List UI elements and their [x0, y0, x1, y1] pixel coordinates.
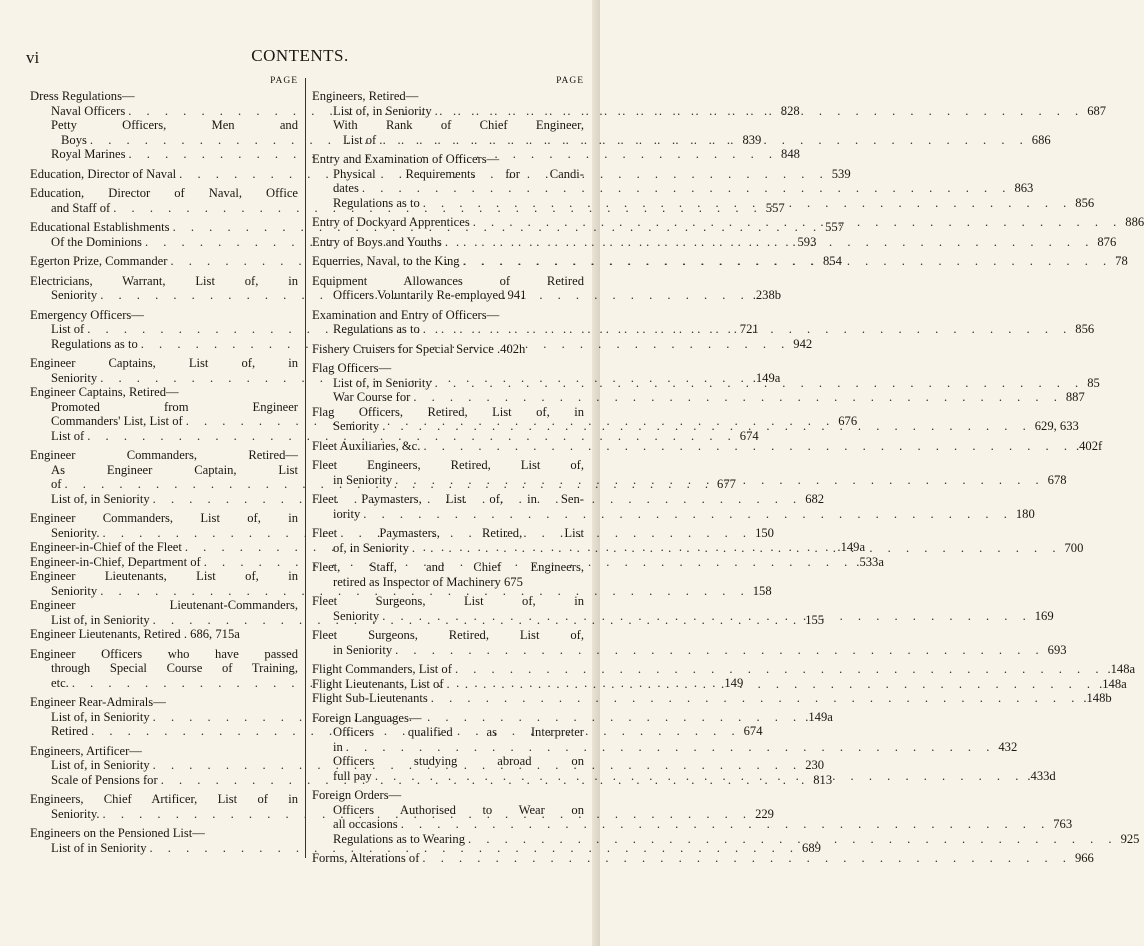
entry-text: Entry and Examination of Officers—	[312, 152, 500, 166]
index-line	[312, 662, 1136, 677]
page-ref: 813	[813, 772, 833, 787]
index-line	[312, 118, 584, 133]
index-line	[312, 458, 584, 473]
entry-text: Engineer Captains, Retired—	[30, 385, 179, 399]
entry-text: Fleet Paymasters, List of, in Sen-	[312, 492, 584, 506]
page-ref: 854	[823, 254, 842, 268]
index-line	[312, 181, 1034, 196]
index-line	[312, 803, 584, 818]
index-line	[30, 826, 298, 841]
entry-text: Scale of Pensions for	[51, 772, 158, 787]
page-ref: 158	[752, 583, 772, 598]
dot-leader	[413, 390, 1063, 405]
entry-text: Fleet Surgeons, Retired, List of,	[312, 628, 584, 642]
entry-text: Regulations as to	[51, 336, 138, 351]
entry-text: Examination and Entry of Officers—	[312, 307, 500, 322]
page-ref: 689	[802, 840, 821, 855]
entry-text: List of, in Seniority	[51, 612, 150, 627]
index-line	[30, 89, 298, 104]
page-ref: .238b	[752, 288, 782, 302]
index-line	[30, 583, 772, 599]
entry-text: Commanders' List, List of	[51, 414, 183, 428]
entry-text: List of, in Seniority	[333, 375, 432, 390]
page-ref: .148b	[1083, 691, 1112, 705]
index-line	[30, 448, 298, 463]
index-line	[312, 308, 584, 323]
dot-leader	[401, 817, 1051, 832]
entry-text: List of	[343, 132, 377, 147]
index-entry	[312, 274, 584, 303]
index-line	[312, 152, 584, 167]
index-line	[30, 463, 298, 478]
entry-text: all occasions	[333, 817, 398, 831]
index-line	[312, 628, 584, 643]
page-ref: .149a	[837, 540, 866, 554]
page-ref: 676	[838, 414, 858, 428]
index-line	[30, 274, 298, 289]
entry-text: Fleet Surgeons, List of, in	[312, 594, 584, 608]
entry-text: Equerries, Naval, to the King	[312, 254, 460, 268]
index-line	[312, 438, 1103, 454]
dot-leader	[395, 473, 1045, 488]
page-ref: 721	[739, 322, 759, 336]
page-ref: .148a	[1107, 662, 1136, 676]
index-line	[312, 506, 1035, 522]
page-ref: .149a	[805, 709, 833, 724]
index-line	[30, 511, 298, 526]
entry-text: War Course for	[333, 390, 411, 404]
entry-text: Engineers, Artificer—	[30, 743, 142, 758]
page-ref: 85	[1087, 375, 1100, 390]
entry-text: Retired	[51, 724, 89, 738]
index-line	[312, 575, 584, 590]
entry-text: List of	[51, 322, 85, 336]
dot-leader	[363, 507, 1013, 522]
dot-leader	[445, 235, 1095, 250]
dot-leader	[412, 541, 1062, 556]
entry-text: Flight Commanders, List of	[312, 662, 452, 676]
entry-text: Engineer Lieutenants, Retired . 686, 715a	[30, 627, 240, 641]
entry-text: Foreign Languages—	[312, 710, 422, 725]
dot-leader	[423, 196, 1073, 211]
index-line	[312, 754, 584, 769]
dot-leader	[435, 104, 1085, 119]
entry-text: List of, in Seniority	[51, 491, 150, 506]
index-line	[312, 739, 1018, 755]
index-entry	[312, 438, 1103, 454]
entry-text: Seniority	[51, 288, 98, 302]
entry-text: Engineer-in-Chief, Department of	[30, 554, 201, 569]
dot-leader	[422, 851, 1072, 866]
index-line	[312, 788, 584, 803]
entry-text: Engineer Lieutenants, List of, in	[30, 569, 298, 583]
entry-text: Naval Officers	[51, 103, 126, 118]
index-line	[30, 627, 298, 642]
entry-text: and Staff of	[51, 200, 111, 215]
page-ref: 848	[781, 147, 800, 161]
entry-text: of	[51, 477, 62, 491]
entry-text: Engineer Lieutenant-Commanders,	[30, 598, 298, 612]
dot-leader	[447, 677, 1097, 692]
entry-text: List of, in Seniority	[333, 103, 432, 118]
dot-leader	[395, 643, 1045, 658]
entry-text: Officers Authorised to Wear on	[333, 802, 584, 817]
index-line	[312, 342, 584, 357]
index-line	[30, 647, 298, 662]
entry-text: Engineers, Chief Artificer, List of in	[30, 792, 298, 806]
index-line	[312, 288, 584, 303]
dot-leader	[463, 254, 1113, 269]
entry-text: Officers Voluntarily Re-employed 941	[333, 288, 527, 302]
entry-text: Promoted from Engineer	[51, 399, 298, 414]
index-line	[312, 594, 584, 609]
index-line	[312, 167, 584, 182]
index-line	[30, 186, 298, 201]
dot-leader	[375, 769, 1025, 784]
dot-leader	[435, 376, 1085, 391]
entry-text: Engineers, Retired—	[312, 89, 419, 103]
entry-text: Fleet Paymasters, Retired, List	[312, 526, 584, 540]
dot-leader	[468, 832, 1118, 847]
index-line	[312, 711, 584, 726]
page-ref: 839	[742, 132, 762, 147]
index-entry	[312, 851, 1094, 866]
index-line	[30, 356, 298, 371]
index-line	[30, 308, 298, 323]
page-ref: 700	[1064, 540, 1084, 555]
index-line	[30, 695, 298, 710]
entry-text: Flight Lieutenants, List of	[312, 676, 444, 691]
entry-text: Physical Requirements for Candi-	[333, 166, 584, 181]
entry-text: With Rank of Chief Engineer,	[333, 118, 584, 132]
entry-text: List of, in Seniority	[51, 709, 150, 724]
dot-leader	[382, 419, 1032, 434]
page-ref: 432	[998, 739, 1018, 754]
entry-text: Engineer Commanders, List of, in	[30, 511, 298, 525]
entry-text: retired as Inspector of Machinery 675	[333, 574, 523, 589]
page-ref: 886	[1125, 215, 1144, 229]
page-ref: .533a	[856, 554, 884, 569]
dot-leader	[346, 740, 996, 755]
index-line	[30, 400, 298, 415]
page-ref: 828	[780, 103, 800, 118]
index-line	[30, 569, 298, 584]
entry-text: Flag Officers—	[312, 361, 392, 375]
entry-text: Engineer Captains, List of, in	[30, 356, 298, 370]
entry-text: in	[333, 739, 343, 754]
page-ref: .149a	[752, 370, 781, 385]
page-ref: 150	[755, 525, 774, 540]
page-ref: 925	[1120, 831, 1140, 846]
entry-text: List of	[51, 428, 85, 443]
page-ref: 557	[765, 200, 785, 215]
index-line	[312, 691, 1112, 706]
page-ref: 887	[1065, 390, 1085, 404]
index-entry	[312, 560, 584, 589]
entry-text: through Special Course of Training,	[51, 661, 298, 675]
entry-text: Electricians, Warrant, List of, in	[30, 273, 298, 288]
entry-text: Equipment Allowances of Retired	[312, 273, 584, 288]
entry-text: Engineer Officers who have passed	[30, 646, 298, 661]
index-line	[30, 385, 298, 400]
index-line	[30, 792, 298, 807]
index-line	[30, 428, 759, 444]
entry-text: Flag Officers, Retired, List of, in	[312, 404, 584, 419]
column-divider	[305, 78, 306, 858]
page-ref: 149	[724, 675, 744, 690]
entry-text: Engineer-in-Chief of the Fleet	[30, 540, 182, 554]
entry-text: Seniority.	[51, 525, 100, 540]
entry-text: dates	[333, 181, 359, 195]
entry-text: Forms, Alterations of	[312, 851, 420, 865]
page-ref: 942	[793, 336, 813, 351]
index-line	[312, 851, 1094, 866]
entry-text: full pay	[333, 768, 372, 783]
dot-leader	[382, 609, 1032, 624]
entry-text: Engineers on the Pensioned List—	[30, 826, 205, 840]
entry-text: Regulations as to Wearing	[333, 831, 466, 846]
index-line	[312, 492, 584, 507]
entry-text: List of, in Seniority	[51, 758, 150, 772]
entry-text: Regulations as to	[333, 322, 420, 336]
index-line	[312, 560, 584, 575]
entry-text: Entry of Boys and Youths	[312, 234, 442, 249]
entry-text: etc.	[51, 675, 69, 690]
index-entry	[312, 628, 1067, 657]
index-line	[30, 840, 821, 856]
entry-text: Of the Dominions	[51, 234, 142, 249]
entry-text: Fishery Cruisers for Special Service .402h	[312, 341, 526, 356]
index-line	[312, 526, 584, 541]
index-line	[312, 274, 584, 289]
entry-text: of, in Seniority	[333, 540, 409, 555]
entry-text: Officers qualified as Interpreter	[333, 725, 584, 739]
entry-text: Entry of Dockyard Apprentices	[312, 215, 470, 229]
entry-text: Education, Director of Naval	[30, 166, 177, 181]
entry-text: Seniority	[333, 419, 380, 433]
page-ref: 763	[1053, 817, 1073, 831]
index-line	[312, 361, 584, 376]
page-ref: 687	[1087, 103, 1107, 118]
page-ref: 593	[797, 234, 817, 249]
page-ref: 230	[805, 758, 825, 772]
page-ref: 674	[739, 428, 759, 443]
index-line	[312, 89, 584, 104]
entry-text: List of in Seniority	[51, 840, 147, 855]
entry-text: in Seniority	[333, 472, 393, 487]
page-number: vi	[26, 48, 40, 67]
page-ref: 876	[1097, 234, 1117, 249]
entry-text: in Seniority	[333, 642, 393, 657]
entry-text: Emergency Officers—	[30, 307, 144, 322]
page-ref: 674	[743, 724, 763, 738]
index-line	[30, 661, 298, 676]
entry-text: Petty Officers, Men and	[51, 118, 298, 132]
entry-text: Seniority.	[51, 806, 100, 821]
page-ref: 678	[1047, 472, 1067, 487]
dot-leader	[379, 133, 1029, 148]
entry-text: Officers studying abroad on	[333, 754, 584, 768]
entry-text: Seniority	[333, 608, 380, 623]
dot-leader	[423, 439, 1073, 454]
page-ref: 557	[825, 220, 844, 234]
dot-leader	[423, 322, 1073, 337]
entry-text: iority	[333, 506, 361, 521]
index-line	[30, 612, 825, 628]
entry-text: Fleet Auxiliaries, &c.	[312, 438, 421, 453]
index-line	[30, 744, 298, 759]
index-line	[312, 405, 584, 420]
entry-text: Fleet, Staff, and Chief Engineers,	[312, 560, 584, 574]
page-ref: 169	[1034, 608, 1054, 623]
entry-text: Educational Establishments	[30, 220, 170, 234]
page-ref: 856	[1075, 195, 1095, 210]
page-ref: 863	[1014, 181, 1034, 195]
page-ref: 229	[755, 806, 774, 821]
entry-text: Dress Regulations—	[30, 89, 135, 103]
page-column-header: PAGE	[556, 76, 584, 86]
entry-text: Seniority	[51, 583, 98, 598]
entry-text: Seniority	[51, 370, 98, 385]
entry-text: Education, Director of Naval, Office	[30, 186, 298, 200]
page-ref: 539	[831, 166, 851, 181]
entry-text: Regulations as to	[333, 195, 420, 210]
entry-text: Egerton Prize, Commander	[30, 254, 168, 268]
page-title: CONTENTS.	[251, 46, 349, 65]
page-column-header: PAGE	[270, 76, 298, 86]
dot-leader	[473, 215, 1123, 230]
index-line	[30, 118, 298, 133]
entry-text: Flight Sub-Lieutenants	[312, 691, 428, 705]
dot-leader	[455, 662, 1105, 677]
page-ref: .402f	[1075, 438, 1103, 453]
page-ref: .148a	[1099, 676, 1127, 691]
entry-text: Fleet Engineers, Retired, List of,	[312, 458, 584, 472]
dot-leader	[431, 691, 1081, 706]
index-line	[312, 725, 584, 740]
page-ref: 677	[717, 477, 736, 491]
entry-text: Engineer Commanders, Retired—	[30, 448, 298, 462]
page-ref: 78	[1115, 254, 1128, 268]
page-ref: 155	[805, 612, 825, 627]
index-line	[312, 390, 1085, 405]
index-line	[312, 817, 1073, 832]
dot-leader	[362, 181, 1012, 196]
entry-text: Boys	[61, 132, 87, 147]
index-line	[30, 598, 298, 613]
page-ref: 856	[1075, 322, 1095, 336]
index-entry	[312, 342, 584, 357]
page-ref: 966	[1074, 851, 1094, 865]
page-ref: 693	[1047, 642, 1067, 657]
page-ref: 682	[805, 491, 825, 506]
index-line	[312, 831, 1140, 847]
entry-text: Foreign Orders—	[312, 788, 402, 802]
page-ref: 180	[1015, 506, 1035, 521]
page-ref: 686	[1031, 132, 1051, 147]
entry-text: Royal Marines	[51, 147, 126, 161]
index-line	[312, 642, 1067, 658]
entry-text: Engineer Rear-Admirals—	[30, 695, 166, 709]
entry-text: As Engineer Captain, List	[51, 462, 298, 477]
page-ref: 629, 633	[1034, 419, 1079, 433]
page-ref: .433d	[1027, 768, 1056, 783]
